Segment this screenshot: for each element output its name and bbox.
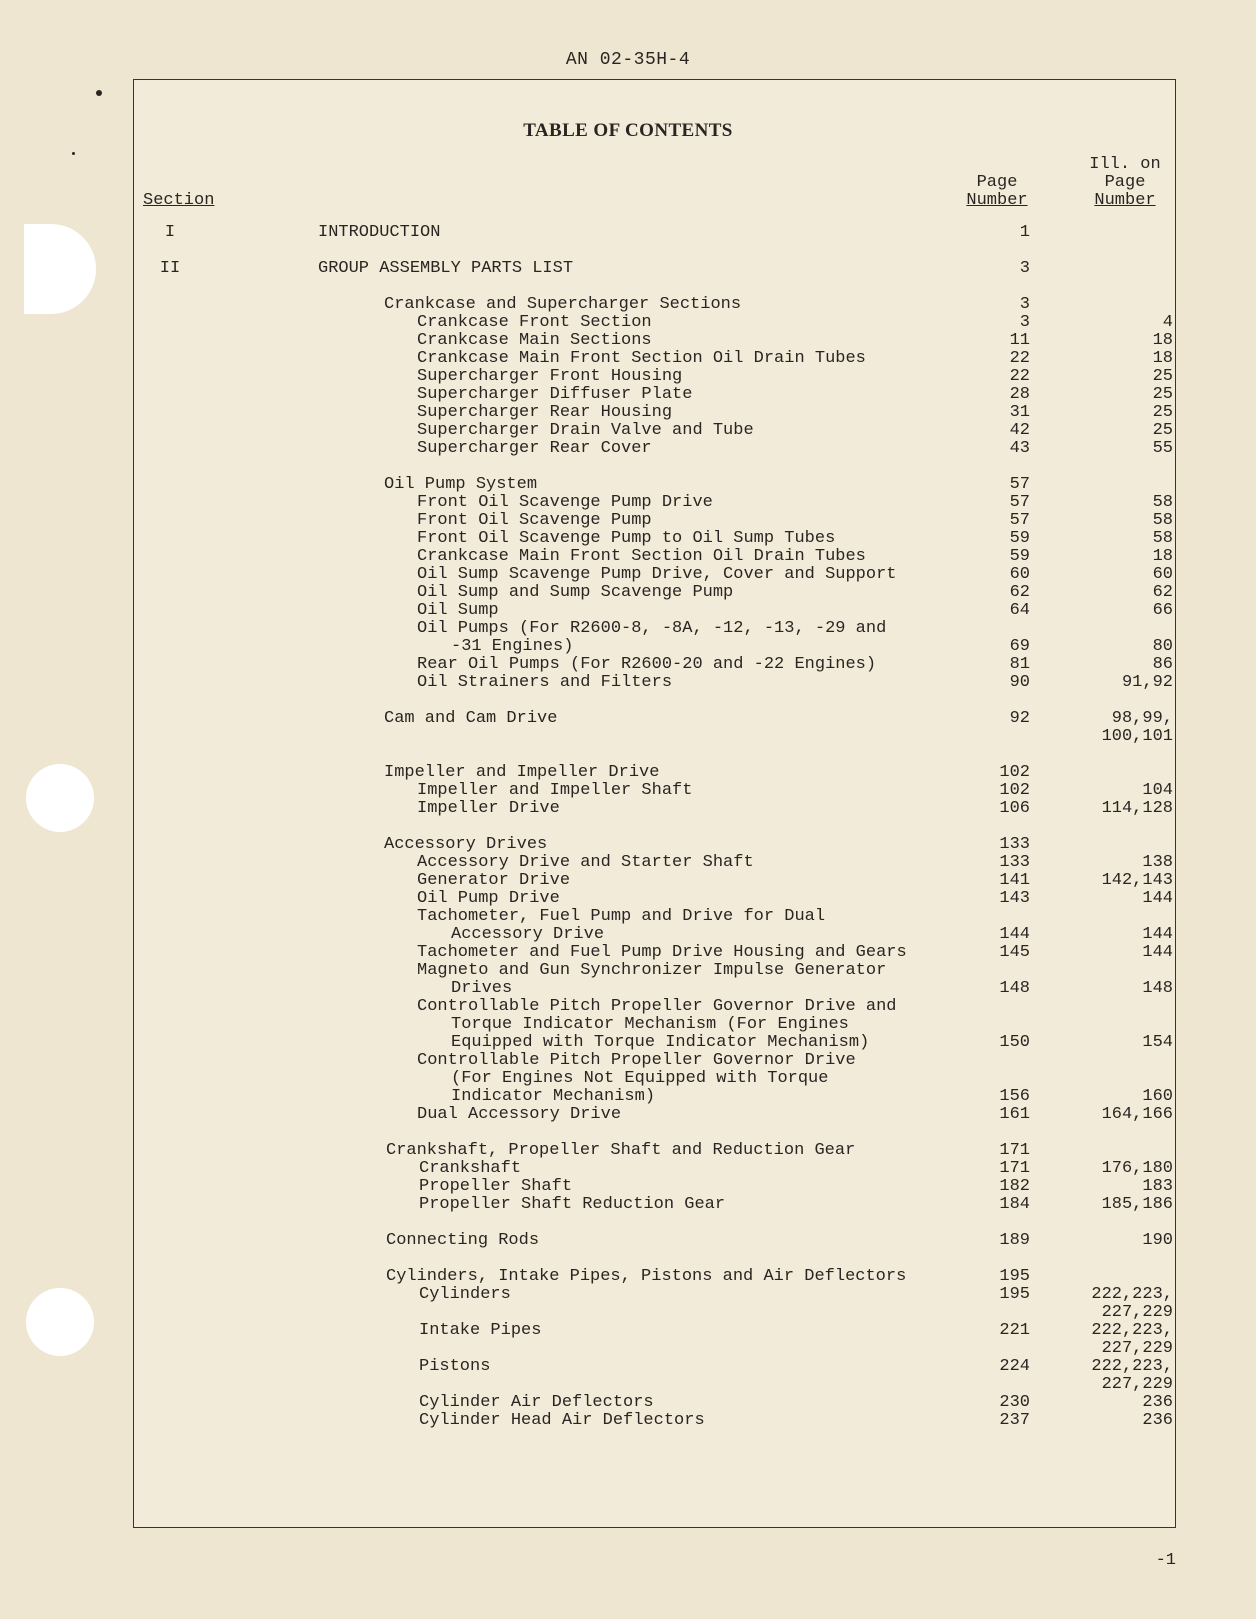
toc-illustration-page: 98,99, — [1111, 709, 1173, 728]
toc-row — [0, 1321, 1256, 1340]
toc-entry-title: Supercharger Rear Housing — [417, 403, 673, 422]
toc-page-number: 221 — [999, 1321, 1030, 1340]
toc-page-number: 1 — [1019, 223, 1030, 242]
toc-entry-title: Torque Indicator Mechanism (For Engines — [451, 1015, 849, 1034]
ill-header-line3: Number — [1094, 191, 1156, 210]
toc-section-number: I — [164, 223, 176, 242]
toc-page-number: 59 — [1009, 547, 1030, 566]
toc-page-number: 3 — [1019, 313, 1030, 332]
toc-row — [0, 349, 1256, 368]
toc-entry-title: Oil Pump System — [384, 475, 538, 494]
toc-entry-title: Front Oil Scavenge Pump — [417, 511, 652, 530]
toc-entry-title: Rear Oil Pumps (For R2600-20 and -22 Engines) — [417, 655, 877, 674]
toc-illustration-page: 236 — [1142, 1411, 1173, 1430]
toc-illustration-page: 60 — [1152, 565, 1173, 584]
toc-row — [0, 1177, 1256, 1196]
toc-illustration-page: 58 — [1152, 529, 1173, 548]
toc-page-number: 171 — [999, 1141, 1030, 1160]
toc-page-number: 224 — [999, 1357, 1030, 1376]
toc-row — [0, 799, 1256, 818]
toc-row — [0, 493, 1256, 512]
toc-row — [0, 1033, 1256, 1052]
toc-illustration-page: 144 — [1142, 889, 1173, 908]
toc-row — [0, 313, 1256, 332]
toc-illustration-page: 176,180 — [1101, 1159, 1173, 1178]
toc-entry-title: Supercharger Drain Valve and Tube — [417, 421, 754, 440]
toc-row — [0, 439, 1256, 458]
toc-row — [0, 835, 1256, 854]
toc-page-number: 161 — [999, 1105, 1030, 1124]
toc-row — [0, 259, 1256, 278]
toc-page-number: 230 — [999, 1393, 1030, 1412]
toc-entry-title: Front Oil Scavenge Pump Drive — [417, 493, 713, 512]
toc-illustration-page: 91,92 — [1121, 673, 1173, 692]
toc-page-number: 22 — [1009, 349, 1030, 368]
toc-entry-title: Dual Accessory Drive — [417, 1105, 622, 1124]
toc-row — [0, 1195, 1256, 1214]
toc-illustration-page: 25 — [1152, 385, 1173, 404]
toc-row — [0, 961, 1256, 980]
toc-entry-title: Supercharger Diffuser Plate — [417, 385, 693, 404]
toc-page-number: 133 — [999, 853, 1030, 872]
toc-row — [0, 763, 1256, 782]
toc-entry-title: Oil Sump and Sump Scavenge Pump — [417, 583, 734, 602]
toc-illustration-page: 160 — [1142, 1087, 1173, 1106]
toc-row — [0, 1285, 1256, 1304]
toc-row — [0, 871, 1256, 890]
ill-header-line1: Ill. on — [1089, 155, 1161, 174]
toc-page-number: 28 — [1009, 385, 1030, 404]
toc-entry-title: Impeller Drive — [417, 799, 560, 818]
toc-page-number: 81 — [1009, 655, 1030, 674]
toc-illustration-page: 142,143 — [1101, 871, 1173, 890]
section-header-label: Section — [143, 191, 215, 210]
toc-row — [0, 565, 1256, 584]
toc-row — [0, 655, 1256, 674]
toc-illustration-page: 25 — [1152, 367, 1173, 386]
toc-illustration-page: 148 — [1142, 979, 1173, 998]
toc-entry-title: Impeller and Impeller Shaft — [417, 781, 693, 800]
toc-entry-title: Propeller Shaft — [419, 1177, 573, 1196]
toc-illustration-page: 18 — [1152, 349, 1173, 368]
toc-entry-title: Magneto and Gun Synchronizer Impulse Generator — [417, 961, 887, 980]
toc-entry-title: Propeller Shaft Reduction Gear — [419, 1195, 726, 1214]
toc-row — [0, 709, 1256, 728]
toc-page-number: 64 — [1009, 601, 1030, 620]
toc-illustration-page: 18 — [1152, 547, 1173, 566]
toc-entry-title: Supercharger Rear Cover — [417, 439, 652, 458]
toc-page-number: 237 — [999, 1411, 1030, 1430]
toc-entry-title: Impeller and Impeller Drive — [384, 763, 660, 782]
toc-page-number: 62 — [1009, 583, 1030, 602]
toc-row — [0, 529, 1256, 548]
toc-entry-title: Crankcase Main Sections — [417, 331, 652, 350]
toc-row — [0, 925, 1256, 944]
toc-row — [0, 601, 1256, 620]
toc-page-number: 195 — [999, 1285, 1030, 1304]
toc-entry-title: Cylinders — [419, 1285, 511, 1304]
toc-entry-title: Crankcase Main Front Section Oil Drain Tubes — [417, 349, 866, 368]
toc-page-number: 189 — [999, 1231, 1030, 1250]
toc-illustration-page: 58 — [1152, 511, 1173, 530]
page-footer-number: -1 — [1155, 1551, 1176, 1570]
toc-row — [0, 1087, 1256, 1106]
toc-entry-title: Accessory Drives — [384, 835, 548, 854]
toc-row — [0, 421, 1256, 440]
toc-row — [0, 583, 1256, 602]
toc-page-number: 57 — [1009, 511, 1030, 530]
toc-row — [0, 1339, 1256, 1358]
toc-page-number: 90 — [1009, 673, 1030, 692]
toc-row — [0, 1051, 1256, 1070]
toc-illustration-page: 18 — [1152, 331, 1173, 350]
toc-row — [0, 673, 1256, 692]
toc-illustration-page: 4 — [1162, 313, 1173, 332]
toc-entry-title: Oil Sump — [417, 601, 499, 620]
toc-illustration-page: 222,223, — [1091, 1357, 1173, 1376]
toc-page-number: 11 — [1009, 331, 1030, 350]
toc-page-number: 92 — [1009, 709, 1030, 728]
toc-row — [0, 727, 1256, 746]
toc-entry-title: Oil Sump Scavenge Pump Drive, Cover and Support — [417, 565, 897, 584]
document-code: AN 02-35H-4 — [565, 50, 691, 70]
toc-entry-title: Intake Pipes — [419, 1321, 542, 1340]
toc-entry-title: Drives — [451, 979, 513, 998]
toc-row — [0, 475, 1256, 494]
toc-page-number: 22 — [1009, 367, 1030, 386]
toc-entry-title: Indicator Mechanism) — [451, 1087, 656, 1106]
toc-page-number: 145 — [999, 943, 1030, 962]
toc-illustration-page: 58 — [1152, 493, 1173, 512]
toc-row — [0, 1105, 1256, 1124]
toc-illustration-page: 55 — [1152, 439, 1173, 458]
toc-entry-title: Connecting Rods — [386, 1231, 540, 1250]
toc-page-number: 3 — [1019, 259, 1030, 278]
toc-entry-title: Generator Drive — [417, 871, 571, 890]
toc-row — [0, 367, 1256, 386]
toc-row — [0, 1357, 1256, 1376]
ill-header-line2: Page — [1104, 173, 1146, 192]
toc-page-number: 106 — [999, 799, 1030, 818]
toc-page-number: 195 — [999, 1267, 1030, 1286]
toc-illustration-page: 227,229 — [1101, 1339, 1173, 1358]
toc-page-number: 182 — [999, 1177, 1030, 1196]
toc-entry-title: -31 Engines) — [451, 637, 574, 656]
toc-entry-title: Cylinder Head Air Deflectors — [419, 1411, 705, 1430]
toc-illustration-page: 144 — [1142, 925, 1173, 944]
toc-row — [0, 1141, 1256, 1160]
toc-illustration-page: 25 — [1152, 403, 1173, 422]
toc-page-number: 156 — [999, 1087, 1030, 1106]
toc-row — [0, 1411, 1256, 1430]
page-header-line2: Number — [966, 191, 1028, 210]
toc-row — [0, 295, 1256, 314]
toc-row — [0, 403, 1256, 422]
toc-illustration-page: 104 — [1142, 781, 1173, 800]
toc-row — [0, 979, 1256, 998]
toc-title: TABLE OF CONTENTS — [523, 120, 733, 141]
toc-illustration-page: 190 — [1142, 1231, 1173, 1250]
toc-row — [0, 781, 1256, 800]
toc-illustration-page: 144 — [1142, 943, 1173, 962]
toc-page-number: 57 — [1009, 493, 1030, 512]
toc-page-number: 69 — [1009, 637, 1030, 656]
toc-entry-title: Controllable Pitch Propeller Governor Drive and — [417, 997, 897, 1016]
toc-row — [0, 1159, 1256, 1178]
toc-entry-title: Tachometer, Fuel Pump and Drive for Dual — [417, 907, 826, 926]
toc-illustration-page: 114,128 — [1101, 799, 1173, 818]
toc-entry-title: INTRODUCTION — [318, 223, 441, 242]
toc-entry-title: Cam and Cam Drive — [384, 709, 558, 728]
toc-illustration-page: 222,223, — [1091, 1321, 1173, 1340]
toc-row — [0, 907, 1256, 926]
toc-entry-title: Tachometer and Fuel Pump Drive Housing and Gears — [417, 943, 907, 962]
toc-page-number: 144 — [999, 925, 1030, 944]
toc-entry-title: Front Oil Scavenge Pump to Oil Sump Tubes — [417, 529, 836, 548]
toc-illustration-page: 222,223, — [1091, 1285, 1173, 1304]
toc-page-number: 133 — [999, 835, 1030, 854]
toc-illustration-page: 164,166 — [1101, 1105, 1173, 1124]
toc-page-number: 57 — [1009, 475, 1030, 494]
toc-page-number: 59 — [1009, 529, 1030, 548]
toc-row — [0, 1069, 1256, 1088]
toc-entry-title: Controllable Pitch Propeller Governor Drive — [417, 1051, 856, 1070]
toc-illustration-page: 66 — [1152, 601, 1173, 620]
toc-illustration-page: 236 — [1142, 1393, 1173, 1412]
toc-row — [0, 385, 1256, 404]
toc-page-number: 43 — [1009, 439, 1030, 458]
toc-entry-title: Crankcase Front Section — [417, 313, 652, 332]
toc-entry-title: Oil Pump Drive — [417, 889, 560, 908]
toc-row — [0, 853, 1256, 872]
toc-row — [0, 1231, 1256, 1250]
toc-entry-title: Supercharger Front Housing — [417, 367, 683, 386]
toc-row — [0, 1267, 1256, 1286]
toc-row — [0, 223, 1256, 242]
toc-entry-title: GROUP ASSEMBLY PARTS LIST — [318, 259, 574, 278]
toc-page-number: 143 — [999, 889, 1030, 908]
toc-section-number: II — [159, 259, 181, 278]
toc-row — [0, 889, 1256, 908]
toc-row — [0, 1393, 1256, 1412]
toc-row — [0, 1303, 1256, 1322]
toc-page-number: 3 — [1019, 295, 1030, 314]
toc-page-number: 31 — [1009, 403, 1030, 422]
toc-entry-title: Accessory Drive and Starter Shaft — [417, 853, 754, 872]
toc-row — [0, 637, 1256, 656]
toc-row — [0, 1375, 1256, 1394]
toc-illustration-page: 86 — [1152, 655, 1173, 674]
toc-illustration-page: 227,229 — [1101, 1375, 1173, 1394]
toc-illustration-page: 62 — [1152, 583, 1173, 602]
toc-row — [0, 547, 1256, 566]
toc-entry-title: Equipped with Torque Indicator Mechanism) — [451, 1033, 870, 1052]
toc-illustration-page: 185,186 — [1101, 1195, 1173, 1214]
toc-entry-title: Oil Pumps (For R2600-8, -8A, -12, -13, -29 and — [417, 619, 887, 638]
toc-page-number: 171 — [999, 1159, 1030, 1178]
toc-page-number: 102 — [999, 763, 1030, 782]
toc-row — [0, 943, 1256, 962]
toc-page-number: 148 — [999, 979, 1030, 998]
toc-illustration-page: 100,101 — [1101, 727, 1173, 746]
toc-page-number: 150 — [999, 1033, 1030, 1052]
toc-entry-title: Crankcase and Supercharger Sections — [384, 295, 742, 314]
toc-illustration-page: 183 — [1142, 1177, 1173, 1196]
toc-entry-title: Cylinder Air Deflectors — [419, 1393, 654, 1412]
toc-illustration-page: 25 — [1152, 421, 1173, 440]
toc-entry-title: (For Engines Not Equipped with Torque — [451, 1069, 829, 1088]
toc-page-number: 141 — [999, 871, 1030, 890]
toc-page-number: 42 — [1009, 421, 1030, 440]
toc-page-number: 60 — [1009, 565, 1030, 584]
toc-entry-title: Cylinders, Intake Pipes, Pistons and Air Deflectors — [386, 1267, 907, 1286]
toc-page-number: 102 — [999, 781, 1030, 800]
page-header-line1: Page — [976, 173, 1018, 192]
toc-entry-title: Oil Strainers and Filters — [417, 673, 673, 692]
toc-illustration-page: 80 — [1152, 637, 1173, 656]
toc-row — [0, 997, 1256, 1016]
toc-row — [0, 511, 1256, 530]
toc-row — [0, 619, 1256, 638]
toc-illustration-page: 154 — [1142, 1033, 1173, 1052]
toc-entry-title: Pistons — [419, 1357, 491, 1376]
toc-illustration-page: 138 — [1142, 853, 1173, 872]
toc-entry-title: Accessory Drive — [451, 925, 605, 944]
toc-entry-title: Crankshaft — [419, 1159, 522, 1178]
toc-row — [0, 1015, 1256, 1034]
toc-row — [0, 331, 1256, 350]
toc-entry-title: Crankcase Main Front Section Oil Drain Tubes — [417, 547, 866, 566]
toc-page-number: 184 — [999, 1195, 1030, 1214]
toc-illustration-page: 227,229 — [1101, 1303, 1173, 1322]
toc-entry-title: Crankshaft, Propeller Shaft and Reduction Gear — [386, 1141, 856, 1160]
